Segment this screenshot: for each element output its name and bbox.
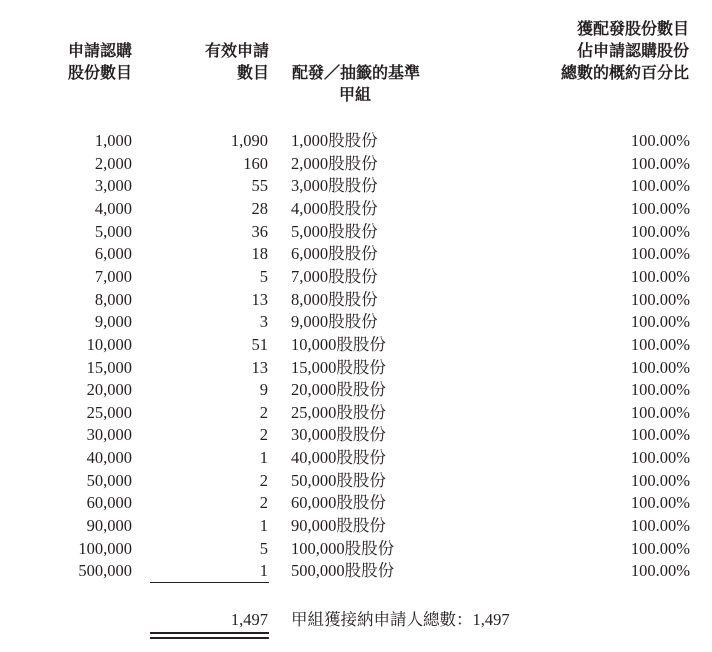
shares-applied-cell: 15,000 [86,357,132,377]
allotment-basis-cell: 15,000股股份 [291,357,386,377]
valid-applications-cell: 5 [259,266,268,286]
double-underline-bottom [150,637,269,639]
valid-applications-cell: 160 [243,153,268,173]
valid-applications-cell: 9 [259,380,268,400]
approx-percentage-cell: 100.00% [630,131,690,150]
header-line: 數目 [236,63,269,82]
approx-percentage-cell: 100.00% [630,448,690,468]
shares-applied-cell: 8,000 [94,289,132,309]
allotment-basis-cell: 60,000股股份 [291,493,386,513]
table-row [0,357,712,380]
shares-applied-cell: 2,000 [94,153,132,173]
allotment-basis-cell: 25,000股股份 [291,402,386,422]
valid-applications-cell: 55 [251,176,268,196]
allotment-basis-cell: 6,000股股份 [291,244,378,264]
approx-percentage-cell: 100.00% [630,244,690,264]
approx-percentage-cell: 100.00% [630,561,690,581]
header-pool-label: 甲組 [339,85,372,104]
valid-applications-cell: 2 [259,425,268,445]
shares-applied-cell: 60,000 [86,493,132,513]
shares-applied-cell: 3,000 [94,176,132,196]
valid-applications-cell: 51 [251,334,268,354]
allotment-basis-cell: 9,000股股份 [291,312,378,332]
approx-percentage-cell: 100.00% [630,334,690,354]
shares-applied-cell: 9,000 [94,312,132,332]
table-row [0,560,712,583]
valid-applications-cell: 18 [251,244,268,264]
valid-applications-cell: 2 [259,470,268,490]
table-row [0,334,712,357]
shares-applied-cell: 6,000 [94,244,132,264]
table-row [0,470,712,493]
valid-applications-cell: 1,090 [230,131,268,150]
allotment-basis-cell: 10,000股股份 [291,334,386,354]
allotment-basis-cell: 2,000股股份 [291,153,378,173]
allotment-basis-cell: 8,000股股份 [291,289,378,309]
valid-applications-cell: 28 [251,198,268,218]
header-line: 有效申請 [204,41,269,60]
valid-applications-cell: 2 [259,493,268,513]
approx-percentage-cell: 100.00% [630,198,690,218]
valid-applications-cell: 5 [259,538,268,558]
header-shares-applied [50,40,132,84]
valid-applications-cell: 1 [259,561,268,581]
valid-applications-cell: 1 [259,516,268,536]
approx-percentage-cell: 100.00% [630,516,690,536]
table-row [0,402,712,425]
allotment-basis-cell: 1,000股股份 [291,131,378,150]
allotment-basis-cell: 3,000股股份 [291,176,378,196]
approx-percentage-cell: 100.00% [630,221,690,241]
table-row [0,266,712,289]
shares-applied-cell: 5,000 [94,221,132,241]
table-row [0,447,712,470]
table-row [0,221,712,244]
valid-applications-cell: 36 [251,221,268,241]
shares-applied-cell: 25,000 [86,402,132,422]
approx-percentage-cell: 100.00% [630,538,690,558]
shares-applied-cell: 20,000 [86,380,132,400]
shares-applied-cell: 90,000 [86,516,132,536]
allotment-basis-cell: 90,000股股份 [291,516,386,536]
double-underline-top [150,632,269,634]
allotment-basis-cell: 40,000股股份 [291,448,386,468]
header-line: 配發／抽籤的基準 [292,63,421,82]
valid-applications-cell: 3 [259,312,268,332]
shares-applied-cell: 7,000 [94,266,132,286]
approx-percentage-cell: 100.00% [630,380,690,400]
table-row [0,175,712,198]
allotment-basis-cell: 30,000股股份 [291,425,386,445]
total-applications: 1,497 [230,610,268,629]
shares-applied-cell: 10,000 [86,334,132,354]
allotment-basis-cell: 50,000股股份 [291,470,386,490]
approx-percentage-cell: 100.00% [630,289,690,309]
table-row [0,198,712,221]
shares-applied-cell: 30,000 [86,425,132,445]
approx-percentage-cell: 100.00% [630,312,690,332]
table-row [0,492,712,515]
approx-percentage-cell: 100.00% [630,176,690,196]
shares-applied-cell: 40,000 [86,448,132,468]
header-line: 股份數目 [67,63,132,82]
header-line: 總數的概約百分比 [560,63,689,82]
allotment-basis-cell: 20,000股股份 [291,380,386,400]
shares-applied-cell: 4,000 [94,198,132,218]
header-line: 佔申請認購股份 [576,41,689,60]
header-allotment-basis [292,62,420,106]
allotment-basis-cell: 5,000股股份 [291,221,378,241]
valid-applications-cell: 13 [251,289,268,309]
table-row [0,515,712,538]
table-row [0,130,712,153]
valid-applications-cell: 1 [259,448,268,468]
total-successful-applicants-text: 甲組獲接納申請人總數：1,497 [291,610,510,629]
allotment-basis-cell: 4,000股股份 [291,198,378,218]
shares-applied-cell: 500,000 [78,561,132,581]
shares-applied-cell: 50,000 [86,470,132,490]
header-valid-applications [160,40,269,84]
header-approx-percentage [500,18,689,84]
valid-applications-cell: 2 [259,402,268,422]
table-row [0,538,712,561]
approx-percentage-cell: 100.00% [630,402,690,422]
approx-percentage-cell: 100.00% [630,470,690,490]
approx-percentage-cell: 100.00% [630,493,690,513]
shares-applied-cell: 1,000 [94,131,132,150]
approx-percentage-cell: 100.00% [630,266,690,286]
table-row [0,289,712,312]
shares-applied-cell: 100,000 [78,538,132,558]
allotment-basis-cell: 7,000股股份 [291,266,378,286]
table-row [0,379,712,402]
approx-percentage-cell: 100.00% [630,357,690,377]
approx-percentage-cell: 100.00% [630,153,690,173]
header-line: 獲配發股份數目 [576,19,689,38]
approx-percentage-cell: 100.00% [630,425,690,445]
table-row [0,153,712,176]
allotment-basis-cell: 500,000股股份 [291,561,395,581]
header-line: 申請認購 [67,41,132,60]
table-row [0,424,712,447]
table-row [0,243,712,266]
table-row [0,311,712,334]
allotment-basis-cell: 100,000股股份 [291,538,395,558]
subtotal-rule [150,582,269,583]
valid-applications-cell: 13 [251,357,268,377]
